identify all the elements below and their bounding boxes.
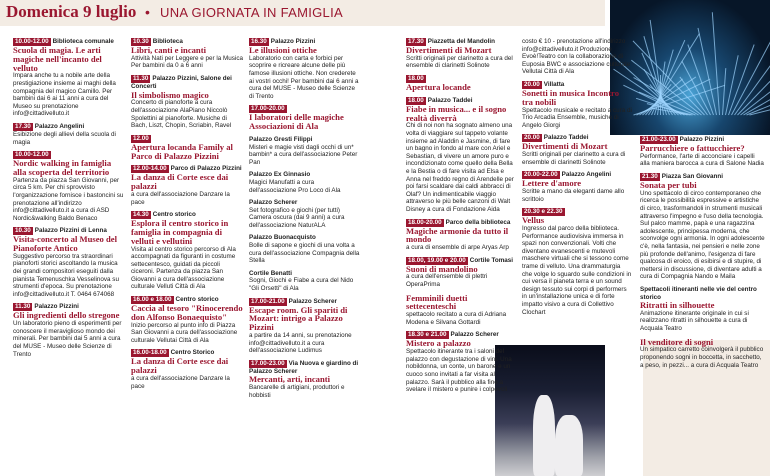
event-title: Suoni di mandolino <box>406 263 478 274</box>
event-venue: Palazzo Ex Ginnasio <box>249 171 311 179</box>
event-description: Bolle di sapone e giochi di una volta a cura dell'associazione Compagnia della Stella <box>249 242 360 265</box>
event-time: 12.00-14.00 <box>133 165 167 173</box>
program-column-1 <box>13 38 125 363</box>
event-time: 20.00 <box>524 80 540 88</box>
event-title: Sonetti in musica Incontro tra nobili <box>522 87 620 107</box>
event-venue: Palazzo Pizzini, Salone dei Concerti <box>131 74 232 90</box>
event-time: 10.00-12.00 <box>15 151 49 159</box>
event-venue: Palazzo Taddei <box>427 96 473 104</box>
event-item <box>249 105 361 131</box>
event-description: Set fotografico e giochi (per tutti) Camera oscura (dai 9 anni) a cura dell'associazione NaturALA <box>249 206 345 229</box>
event-time: 18.00 <box>408 96 424 104</box>
event-venue: Palazzo Taddei <box>543 134 589 142</box>
event-description: Esibizione degli allievi della scuola di magia <box>13 130 116 146</box>
event-title: Mistero a palazzo <box>406 338 471 349</box>
event-venue: Palazzo Buonacquisto <box>249 234 316 242</box>
event-description: Scritti originali per clarinetto a cura di ensemble di clarinetti Solinote <box>522 151 626 166</box>
event-description: Uno spettacolo di circo contemporaneo che ricerca le possibilità espressive e artistiche di circo, trasformandoli in strumenti musicali attraverso l'impegno e l'uso della tecnologia. Sul palco mamme, papà e una ragazzina adolescente, principessa moderna, che sconvolge ogni armonia. In ogni adolescente c'è, nella fantasia, nei pensieri e nelle zone più profonde dell'animo, l'esigenza di fare qualcosa di eroico, di esibirsi e di stupire, di mettersi in discussione, di diventare adulti a cura di Compagnia Nando e Maila <box>640 189 765 281</box>
event-title: Lettere d'amore <box>522 178 582 189</box>
event-item <box>131 38 243 70</box>
event-item <box>13 38 125 118</box>
event-item <box>406 219 516 252</box>
event-title: Libri, canti e incanti <box>131 45 206 55</box>
event-description: Suggestivo percorso tra straordinari pianoforti storici ascoltando la musica dei grandi compositori eseguiti dalla pianista Temenuschka Vesselinova su strumenti d'epoca. Su prenotazione info@cittadivelluto.it T. 0464 674068 <box>13 252 119 298</box>
page-header <box>0 0 605 26</box>
event-description: Misteri e magie visti dagli occhi di un* bambin* a cura dell'associazione Peter Pan <box>249 143 358 166</box>
event-item <box>522 81 632 129</box>
event-description: Un laboratorio pieno di esperimenti per conoscere il meraviglioso mondo dei minerali. Per bambini dai 5 anni a cura del MUSE - Museo delle Scienze di Trento <box>13 320 122 358</box>
event-description: Inizio percorso al punto info di Piazza San Giovanni a cura dell'associazione culturale Vellutai Città di Ala <box>131 321 238 344</box>
event-title: Escape room. Gli spariti di Mozart: intrigo a Palazzo Pizzini <box>249 304 348 333</box>
event-item <box>131 135 243 161</box>
event-description: Spettacolo itinerante tra i saloni del palazzo con degustazione di vini. Una nobildonna, un conte, un barone e un cuoco sono invitati a far visita al palazzo. Sarà il pubblico alla fine a svelare il mistero e punire i colpevoli <box>406 348 512 394</box>
event-title: Apertura locande <box>406 81 471 92</box>
event-venue: Cortile Benatti <box>249 269 293 277</box>
event-description: Magici Manufatti a cura dell'associazione Pro Loco di Ala <box>249 178 341 194</box>
event-item <box>131 296 243 344</box>
event-description: a cura dell'associazione Danzare la pace <box>131 190 230 206</box>
event-venue: Palazzo Pizzini di Lenna <box>34 227 107 235</box>
event-time: 18.30 e 21.00 <box>408 331 447 339</box>
event-item <box>131 75 243 130</box>
event-venue: Centro storico <box>152 211 196 219</box>
event-venue: Cortile Tomasi <box>469 256 514 264</box>
event-item <box>406 75 516 92</box>
event-item <box>522 171 632 203</box>
event-time: 17.30 <box>408 38 424 45</box>
event-description: Un simpatico carretto coinvolgerà il pubblico proponendo sogni in boccetta, in sacchetto, a peso, in pezzi... a cura di Acquala Teatro <box>640 346 764 369</box>
event-title: Nordic walking in famiglia alla scoperta del territorio <box>13 158 112 177</box>
event-description: Performance, l'arte di acconciare i capelli alla maniera barocca a cura di Salone Nadia <box>640 152 764 168</box>
day-title: Domenica 9 luglio <box>6 2 137 21</box>
event-item <box>640 338 765 370</box>
event-venue: Palazzo Gresti Filippi <box>249 135 313 143</box>
event-venue: Parco di Palazzo Pizzini <box>170 165 242 173</box>
event-item <box>406 331 516 393</box>
separator-dot-icon: • <box>145 4 150 20</box>
event-item <box>406 294 516 327</box>
event-title: Femminili duetti settecenteschi <box>406 292 468 312</box>
event-item <box>13 151 125 222</box>
event-time: 17.00-23.00 <box>251 359 285 367</box>
event-description: a cura dell'associazione Danzare la pace <box>131 375 230 390</box>
event-item <box>249 360 361 400</box>
event-title: Fiabe in musica... e il sogno realtà diverrà <box>406 103 507 123</box>
event-time: 18.00 <box>408 74 424 82</box>
event-venue: Biblioteca <box>152 38 183 45</box>
event-time: 18.00-20.00 <box>408 218 442 226</box>
event-description: Spettacolo musicale e recitato a cura di Trio Arcadia Ensemble, musiche di Angelo Giorgi <box>522 106 632 129</box>
event-time: 12.00 <box>133 134 149 142</box>
event-time: 20.00-22.00 <box>524 171 558 179</box>
event-title: Caccia al tesoro "Rinocerendo don Alfonso Bonaequisto" <box>131 303 243 322</box>
event-time: 16.00-18.00 <box>133 349 167 357</box>
event-title: Le illusioni ottiche <box>249 45 317 55</box>
event-description: a cura di ensemble di arpe Aryas Arp <box>406 244 509 252</box>
event-title: Gli ingredienti dello stregone <box>13 310 120 321</box>
program-column-3 <box>249 38 361 404</box>
event-item <box>406 38 516 70</box>
event-description: Concerto di pianoforte a cura dell'associazione AlaPiano Niccolò Spolettini al pianoforte. Musiche di Bach, Liszt, Chopin, Scriabin, Ravel <box>131 99 232 130</box>
event-item <box>249 38 361 100</box>
event-item <box>13 227 125 298</box>
event-title: La danza di Corte esce dai palazzi <box>131 172 229 192</box>
event-item <box>522 208 632 316</box>
event-description: Laboratorio con carta e forbici per scoprire e ricreare alcune delle più famose illusioni ottiche. Non crederete ai vostri occhi! Per bambini dai 6 anni a cura del MUSE - Museo delle Scienze di Trento <box>249 54 359 100</box>
event-description: Visita al centro storico percorso di Ala accompagnati da figuranti in costume settecentesco, guidati da piccoli ciceroni. Partenza da piazza San Giovanni a cura dell'associazione culturale Velluti Città di Ala <box>131 245 236 291</box>
event-item <box>131 211 243 291</box>
event-time: 16.30 <box>251 38 267 45</box>
event-time: 21.30 <box>642 172 658 180</box>
event-time: 17.00-21.00 <box>251 297 285 305</box>
event-title: Divertimenti di Mozart <box>522 141 608 152</box>
program-column-4 <box>406 38 516 399</box>
event-venue: Biblioteca comunale <box>52 38 114 45</box>
event-description: Partenza da piazza San Giovanni, per circa 5 km. Per chi sprovvisto l'organizzazione fornisce i bastoncini su prenotazione all'indirizzo info@cittadivelluto.it a cura di ASD Nordic&walking Baldo Benaco <box>13 176 124 222</box>
event-title: Il simbolismo magico <box>131 89 209 100</box>
event-time: 17.00-20.00 <box>251 105 285 113</box>
event-title: I laboratori delle magiche Associazioni di Ala <box>249 112 344 132</box>
event-time: 20.30 e 22.30 <box>524 208 563 216</box>
event-venue: Via Nuova e giardino di Palazzo Scherer <box>249 359 359 375</box>
light-ray <box>722 68 726 115</box>
event-item <box>640 286 765 333</box>
event-title: Scuola di magia. Le arti magiche nell'incanto del velluto <box>13 45 102 73</box>
event-item <box>249 234 361 264</box>
event-venue: Palazzo Pizzini <box>679 136 725 143</box>
event-venue: Villatta <box>543 80 565 88</box>
event-title: Visita-concerto al Museo del Pianoforte Antico <box>13 234 117 254</box>
event-title: Esplora il centro storico in famiglia in compagnia di velluti e vellutini <box>131 218 229 246</box>
event-description: spettacolo recitato a cura di Adriana Modena e Silvana Gottardi <box>406 311 507 326</box>
event-description: Ingresso dal parco della biblioteca. Performance audiovisiva immersa in spazi non convenzionali. Volti che diventano evanescenti e mutevoli maschere virtuali che si tessono come trame di velluto. Una drammaturgia che volge lo sguardo sulle condizioni in cui versa il pianeta terra e un sound design tessuto sui corpi di performers in un'installazione unica e di forte impatto visivo a cura di Collettivo Clochart <box>522 225 632 316</box>
event-item <box>640 136 765 168</box>
event-item <box>13 303 125 358</box>
event-title: Parrucchiere o fattucchiere? <box>640 143 745 153</box>
event-title: Divertimenti di Mozart <box>406 45 492 55</box>
program-column-5 <box>522 38 632 321</box>
event-venue: Centro Storico <box>170 349 215 357</box>
program-column-6 <box>640 136 765 374</box>
event-title: Apertura locanda Family al Parco di Palazzo Pizzini <box>131 141 233 161</box>
event-title: Magiche armonie da tutto il mondo <box>406 225 509 245</box>
event-description: a cura dell'ensemble di plettri OperaPrima <box>406 273 488 289</box>
event-description: Animazione itinerante originale in cui si realizzano ritratti in silhouette a cura di Acquala Teatro <box>640 309 749 333</box>
event-venue: Palazzo Scherer <box>288 297 337 305</box>
event-title: Sonata per tubi <box>640 179 697 190</box>
event-item <box>522 38 632 76</box>
event-time: 14.30 <box>133 211 149 219</box>
event-time: 11.30 <box>133 74 149 82</box>
event-description: Impara anche tu a nobile arte della prestigiazione insieme ai maghi della compagnia del magico Camillo. Per bambini dai 6 ai 11 anni a cura del Museo su prenotazione info@cittadivelluto.it <box>13 72 116 118</box>
event-time: 10.30 <box>15 227 31 235</box>
theme-title: UNA GIORNATA IN FAMIGLIA <box>160 5 343 20</box>
event-venue: Piazzetta del Mandolin <box>427 38 495 45</box>
event-time: 11.30 <box>15 303 31 311</box>
event-venue: Spettacoli itineranti nelle vie del centro storico <box>640 285 757 301</box>
event-title: Vellus <box>522 215 545 226</box>
event-item <box>249 270 361 293</box>
event-item <box>13 123 125 146</box>
event-title: La danza di Corte esce dai palazzi <box>131 356 229 376</box>
event-description: Bancarelle di artigiani, produttori e hobbisti <box>249 384 345 399</box>
event-item <box>406 257 516 289</box>
event-time: 16.00 e 18.00 <box>133 296 172 304</box>
event-description: Attività Nati per Leggere e per la Musica Per bambini da 0 a 6 anni <box>131 54 244 70</box>
event-item <box>522 134 632 166</box>
event-item <box>640 173 765 281</box>
event-item <box>249 171 361 194</box>
event-venue: Palazzo Scherer <box>249 199 298 207</box>
event-title: Il venditore di sogni <box>640 336 714 347</box>
event-description: Sogni, Giochi e Fiabe a cura del Nido "Gli Orsetti" di Ala <box>249 277 354 293</box>
event-venue: Palazzo Angelini <box>561 171 612 179</box>
event-time: 10.00-12.00 <box>15 38 49 45</box>
event-venue: Centro storico <box>175 296 219 304</box>
event-item <box>131 349 243 390</box>
event-description: costo € 10 - prenotazione all'indirizzo info@cittadivelluto.it Produzione Evoè!Teatro con la collaborazione di Euposia BWC e associazione culturale Vellutai Città di Ala <box>522 38 631 76</box>
event-time: 17.30 <box>15 122 31 130</box>
event-description: Scritte a mano da eleganti dame allo scrittoio <box>522 188 625 203</box>
event-item <box>249 136 361 166</box>
event-time: 10.30 <box>133 38 149 45</box>
event-venue: Piazza San Giovanni <box>661 172 724 180</box>
event-description: a partire da 14 anni, su prenotazione info@cittadivelluto.it a cura dell'associazione Ludimus <box>249 332 352 355</box>
event-description: Scritti originali per clarinetto a cura del ensemble di clarinetti Solinote <box>406 54 513 70</box>
event-item <box>131 165 243 206</box>
event-time: 21.00-23.00 <box>642 136 676 143</box>
event-item <box>249 298 361 355</box>
event-venue: Palazzo Pizzini <box>34 303 79 311</box>
event-title: Ritratti in silhouette <box>640 300 715 311</box>
event-venue: Palazzo Angelini <box>34 122 85 130</box>
event-description: Chi di noi non ha sognato almeno una volta di viaggiare sul tappeto volante insieme ad Aladdin e Jasmine, di fare un bagno in fondo al mare con Ariel e Sebastian, di vivere un amore puro e incondizionato come quello della Bella e la Bestia o di fare visita ad Elsa e Anna nel freddo regno di Arendelle per poi farsi scaldare dai caldi abbracci di Olaf? Un indimenticabile viaggio attraverso le più belle canzoni di Walt Disney a cura di Fondazione Aida <box>406 122 514 213</box>
event-item <box>249 199 361 229</box>
event-venue: Palazzo Pizzini <box>270 38 316 45</box>
light-installation-photo <box>610 0 770 135</box>
event-venue: Parco della biblioteca <box>445 218 511 226</box>
event-item <box>406 97 516 214</box>
event-venue: Palazzo Scherer <box>450 331 499 339</box>
program-column-2 <box>131 38 243 395</box>
event-time: 20.00 <box>524 134 540 142</box>
event-time: 18.00, 19.00 e 20.00 <box>408 256 466 264</box>
event-title: Mercanti, arti, incanti <box>249 374 330 385</box>
